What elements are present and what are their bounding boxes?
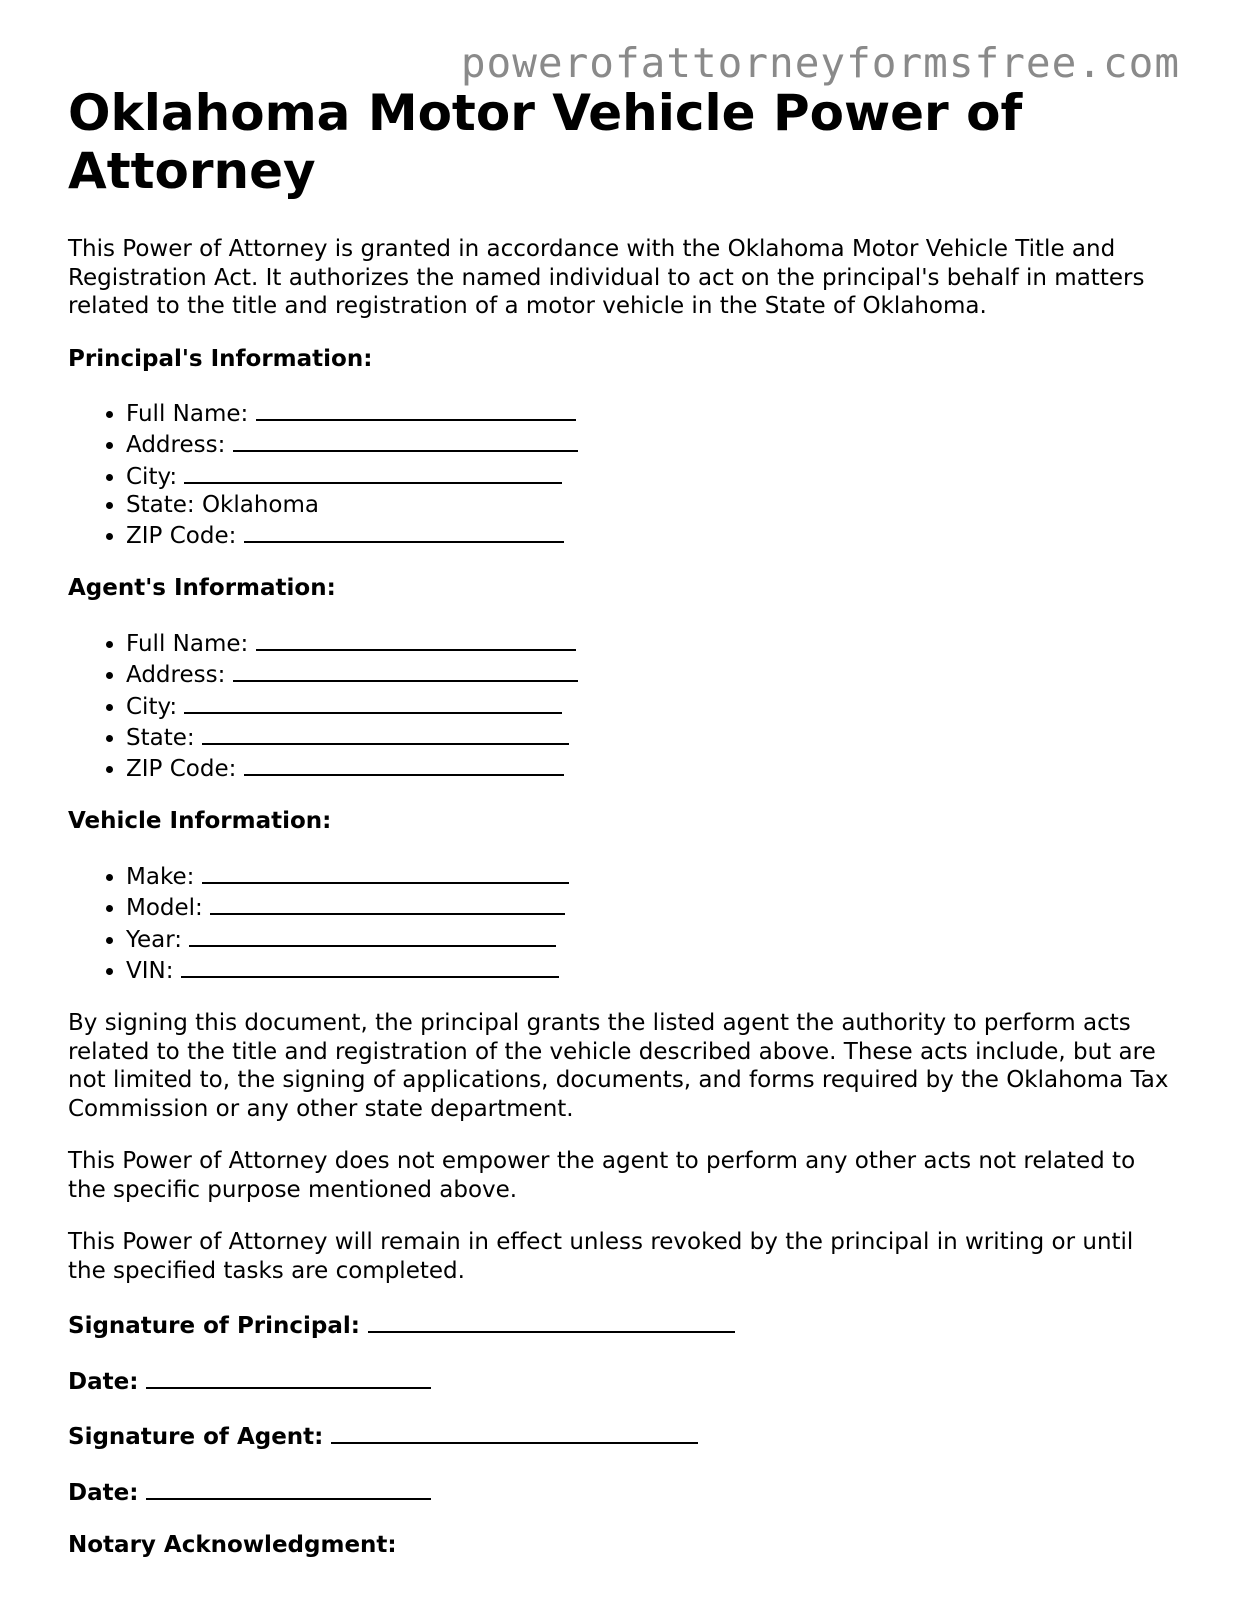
principal-city-field[interactable] [184,460,562,484]
principal-state-item [126,491,1178,519]
page-title: Oklahoma Motor Vehicle Power of Attorney [68,84,1023,200]
vehicle-year-item [126,923,1178,954]
principal-date-line [68,1365,1178,1397]
agent-zip-item [126,752,1178,783]
vehicle-year-field[interactable] [189,923,556,947]
agent-address-field[interactable] [233,658,578,682]
notary-heading: Notary Acknowledgment: [68,1532,397,1559]
principal-full-name-item [126,397,1178,428]
agent-section-heading: Agent's Information: [68,575,336,602]
vehicle-model-item [126,891,1178,922]
agent-state-field[interactable] [202,721,569,745]
principal-info-list [68,397,1178,550]
principal-date-field[interactable] [146,1365,431,1389]
agent-address-item [126,658,1178,689]
agent-date-field[interactable] [146,1476,431,1500]
field-label: Full Name: [126,630,249,657]
agent-zip-field[interactable] [244,752,564,776]
agent-date-line [68,1476,1178,1508]
field-value: State: Oklahoma [126,491,319,518]
intro-paragraph: This Power of Attorney is granted in accordance with the Oklahoma Motor Vehicle Title and Registration Act. It authorizes the named individual to act on the principal's behalf in matters related to the title and registration of a motor vehicle in the State of Oklahoma. [68,236,1145,319]
principal-signature-field[interactable] [368,1309,735,1333]
document-page [68,84,1178,1560]
agent-state-item [126,721,1178,752]
vehicle-make-field[interactable] [202,860,569,884]
field-label: City: [126,693,178,720]
vehicle-make-item [126,860,1178,891]
signature-label: Signature of Agent: [68,1424,324,1451]
signature-label: Signature of Principal: [68,1313,360,1340]
field-label: VIN: [126,957,174,984]
date-label: Date: [68,1368,139,1395]
field-label: Address: [126,662,226,689]
vehicle-vin-item [126,954,1178,985]
field-label: Make: [126,863,195,890]
site-watermark: powerofattorneyformsfree.com [460,39,1180,87]
field-label: Address: [126,432,226,459]
principal-zip-field[interactable] [244,519,564,543]
agent-full-name-item [126,627,1178,658]
vehicle-vin-field[interactable] [181,954,559,978]
principal-zip-item [126,519,1178,550]
authority-paragraph: By signing this document, the principal grants the listed agent the authority to perform acts related to the title and registration of the vehicle described above. These acts include, but are not limited to, the signing of applications, documents, and forms required by the Oklahoma Tax Commission or any other state department. [68,1010,1169,1122]
vehicle-model-field[interactable] [210,891,565,915]
vehicle-section-heading: Vehicle Information: [68,808,332,835]
agent-info-list [68,627,1178,783]
field-label: City: [126,463,178,490]
principal-address-item [126,428,1178,459]
principal-city-item [126,460,1178,491]
field-label: State: [126,724,195,751]
agent-signature-field[interactable] [331,1420,698,1444]
field-label: Full Name: [126,401,249,427]
vehicle-info-list [68,860,1178,985]
field-label: Model: [126,895,203,922]
principal-full-name-field[interactable] [256,397,576,421]
field-label: Year: [126,926,183,953]
date-label: Date: [68,1479,139,1506]
principal-section-heading: Principal's Information: [68,345,373,372]
principal-signature-line [68,1309,1178,1341]
agent-signature-line [68,1420,1178,1452]
agent-full-name-field[interactable] [256,627,576,651]
field-label: ZIP Code: [126,756,237,783]
duration-paragraph: This Power of Attorney will remain in effect unless revoked by the principal in writing or until the specified tasks are completed. [68,1229,1134,1284]
field-label: ZIP Code: [126,523,237,550]
principal-address-field[interactable] [233,428,578,452]
agent-city-item [126,690,1178,721]
agent-city-field[interactable] [184,690,562,714]
limitation-paragraph: This Power of Attorney does not empower the agent to perform any other acts not related to the specific purpose mentioned above. [68,1148,1136,1203]
